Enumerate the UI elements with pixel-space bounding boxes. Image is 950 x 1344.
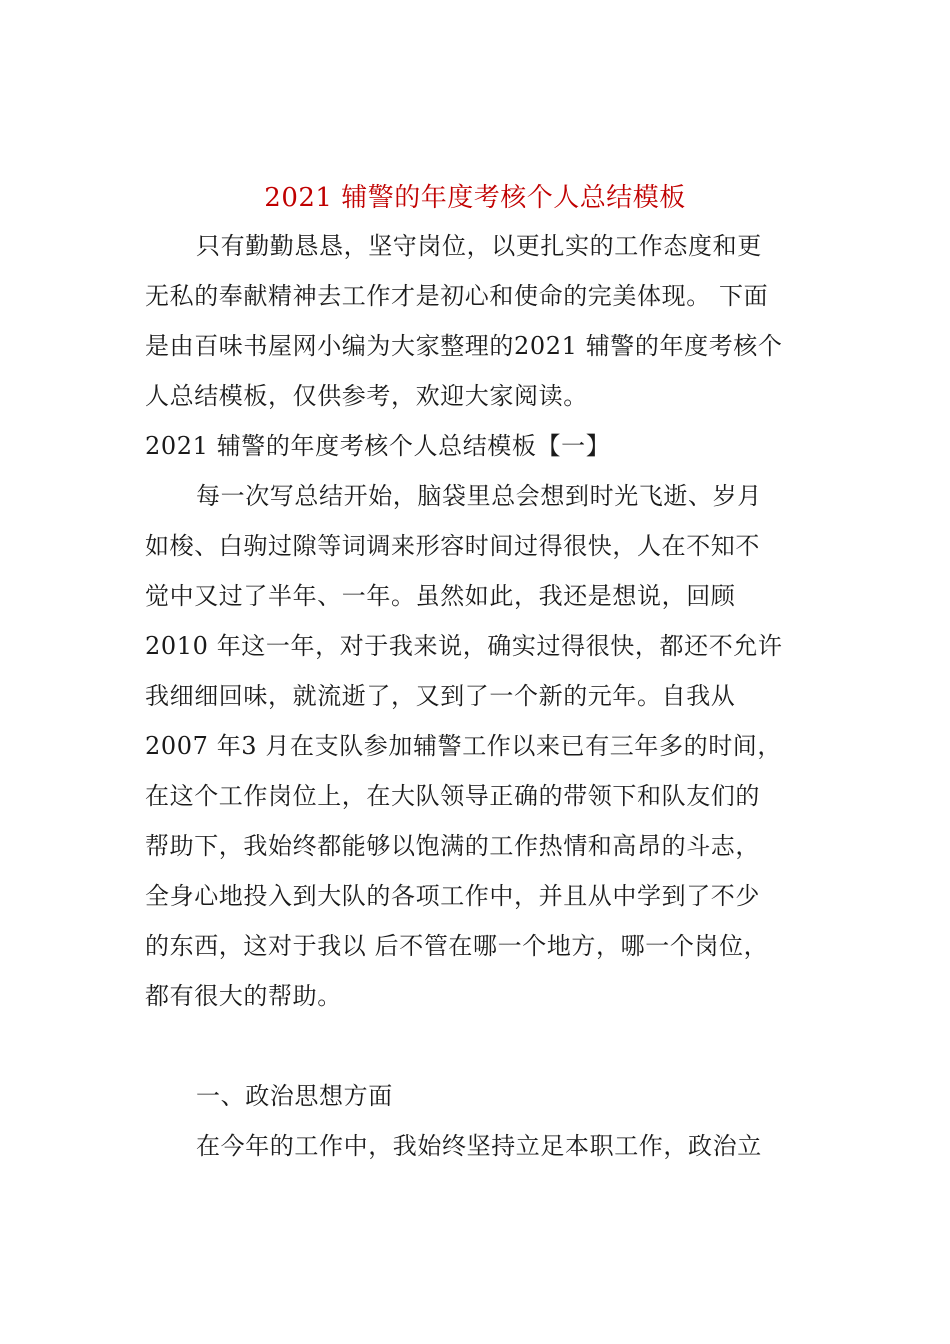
body-line-last: 在今年的工作中，我始终坚持立足本职工作，政治立: [196, 1132, 762, 1160]
intro-line-1: 只有勤勤恳恳，坚守岗位，以更扎实的工作态度和更: [196, 232, 762, 260]
body-line-11: 都有很大的帮助。: [145, 982, 342, 1010]
intro-line-3: 是由百味书屋网小编为大家整理的2021 辅警的年度考核个: [145, 332, 783, 360]
body-line-6: 2007 年3 月在支队参加辅警工作以来已有三年多的时间，: [145, 732, 783, 760]
body-line-8: 帮助下，我始终都能够以饱满的工作热情和高昂的斗志，: [145, 832, 760, 860]
body-line-2: 如梭、白驹过隙等词调来形容时间过得很快，人在不知不: [145, 532, 760, 560]
body-line-1: 每一次写总结开始，脑袋里总会想到时光飞逝、岁月: [196, 482, 762, 510]
body-line-7: 在这个工作岗位上，在大队领导正确的带领下和队友们的: [145, 782, 760, 810]
subheading-political: 一、政治思想方面: [196, 1082, 393, 1110]
intro-line-2: 无私的奉献精神去工作才是初心和使命的完美体现。 下面: [145, 282, 769, 310]
section-heading: 2021 辅警的年度考核个人总结模板【一】: [145, 432, 611, 460]
body-line-5: 我细细回味，就流逝了，又到了一个新的元年。自我从: [145, 682, 736, 710]
body-line-4: 2010 年这一年，对于我来说，确实过得很快，都还不允许: [145, 632, 783, 660]
document-title: 2021 辅警的年度考核个人总结模板: [264, 183, 686, 213]
body-line-9: 全身心地投入到大队的各项工作中，并且从中学到了不少: [145, 882, 760, 910]
body-line-3: 觉中又过了半年、一年。虽然如此，我还是想说，回顾: [145, 582, 736, 610]
body-line-10: 的东西，这对于我以 后不管在哪一个地方，哪一个岗位，: [145, 932, 769, 960]
intro-line-4: 人总结模板，仅供参考，欢迎大家阅读。: [145, 382, 588, 410]
